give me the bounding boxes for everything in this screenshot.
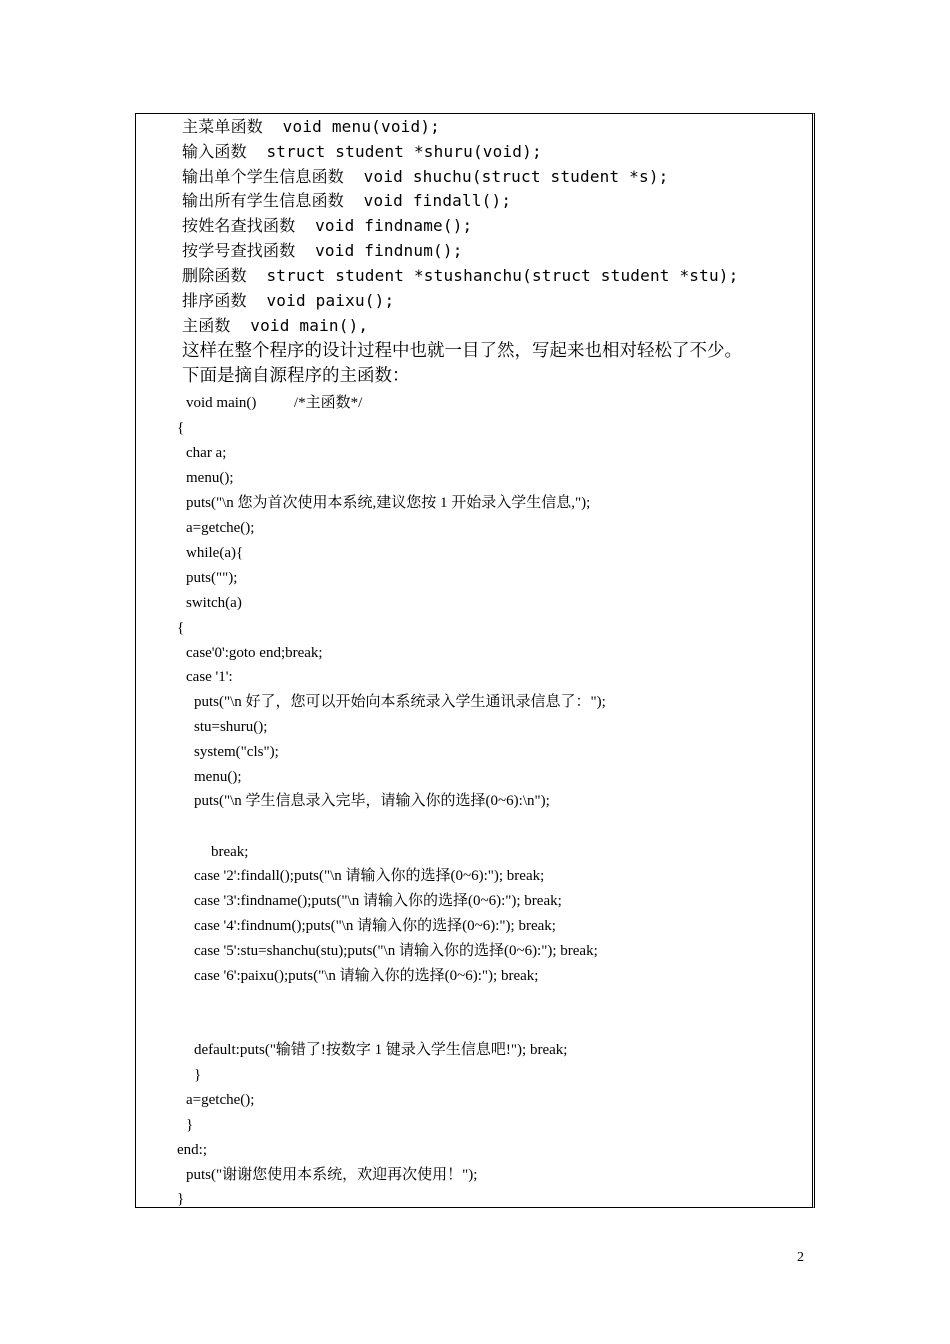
code-line: a=getche(); bbox=[186, 1092, 255, 1108]
signature-findname: 按姓名查找函数 void findname(); bbox=[182, 216, 473, 235]
code-line: puts("\n 好了，您可以开始向本系统录入学生通讯录信息了："); bbox=[194, 694, 606, 710]
signature-main: 主函数 void main(), bbox=[182, 316, 369, 335]
prose-intro: 下面是摘自源程序的主函数： bbox=[182, 366, 410, 386]
code-line: } bbox=[177, 1191, 185, 1207]
signature-findnum: 按学号查找函数 void findnum(); bbox=[182, 241, 463, 260]
code-line: } bbox=[186, 1117, 194, 1133]
code-line: end:; bbox=[177, 1142, 207, 1158]
code-line: puts("\n 学生信息录入完毕，请输入你的选择(0~6):\n"); bbox=[194, 793, 550, 809]
code-line: case '3':findname();puts("\n 请输入你的选择(0~6):"); break; bbox=[194, 893, 562, 909]
signature-menu: 主菜单函数 void menu(void); bbox=[182, 117, 440, 136]
code-line: { bbox=[177, 420, 185, 436]
code-line: break; bbox=[211, 844, 249, 860]
code-line: stu=shuru(); bbox=[194, 719, 268, 735]
code-line: case '4':findnum();puts("\n 请输入你的选择(0~6):"); break; bbox=[194, 918, 556, 934]
code-line: puts("谢谢您使用本系统，欢迎再次使用！"); bbox=[186, 1167, 478, 1183]
code-line: case'0':goto end;break; bbox=[186, 645, 323, 661]
code-line: puts("\n 您为首次使用本系统,建议您按 1 开始录入学生信息,"); bbox=[186, 495, 591, 511]
signature-shuchu: 输出单个学生信息函数 void shuchu(struct student *s); bbox=[182, 167, 669, 186]
prose-summary: 这样在整个程序的设计过程中也就一目了然，写起来也相对轻松了不少。 bbox=[182, 341, 742, 361]
signature-shuru: 输入函数 struct student *shuru(void); bbox=[182, 142, 542, 161]
signature-stushanchu: 删除函数 struct student *stushanchu(struct student *stu); bbox=[182, 266, 739, 285]
code-line: case '5':stu=shanchu(stu);puts("\n 请输入你的选择(0~6):"); break; bbox=[194, 943, 598, 959]
code-line: system("cls"); bbox=[194, 744, 279, 760]
page-number: 2 bbox=[797, 1250, 804, 1265]
code-line: default:puts("输错了!按数字 1 键录入学生信息吧!"); break; bbox=[194, 1042, 568, 1058]
code-line: case '6':paixu();puts("\n 请输入你的选择(0~6):"); break; bbox=[194, 968, 539, 984]
code-line: menu(); bbox=[186, 470, 234, 486]
code-line: switch(a) bbox=[186, 595, 242, 611]
code-line: { bbox=[177, 620, 185, 636]
code-line: } bbox=[194, 1067, 202, 1083]
code-line: char a; bbox=[186, 445, 227, 461]
code-line: case '2':findall();puts("\n 请输入你的选择(0~6):"); break; bbox=[194, 868, 545, 884]
code-line: while(a){ bbox=[186, 545, 244, 561]
code-line: case '1': bbox=[186, 669, 233, 685]
code-line: a=getche(); bbox=[186, 520, 255, 536]
code-line: menu(); bbox=[194, 769, 242, 785]
code-line: puts(""); bbox=[186, 570, 238, 586]
code-line: void main() /*主函数*/ bbox=[186, 395, 363, 411]
signature-paixu: 排序函数 void paixu(); bbox=[182, 291, 395, 310]
signature-findall: 输出所有学生信息函数 void findall(); bbox=[182, 191, 512, 210]
